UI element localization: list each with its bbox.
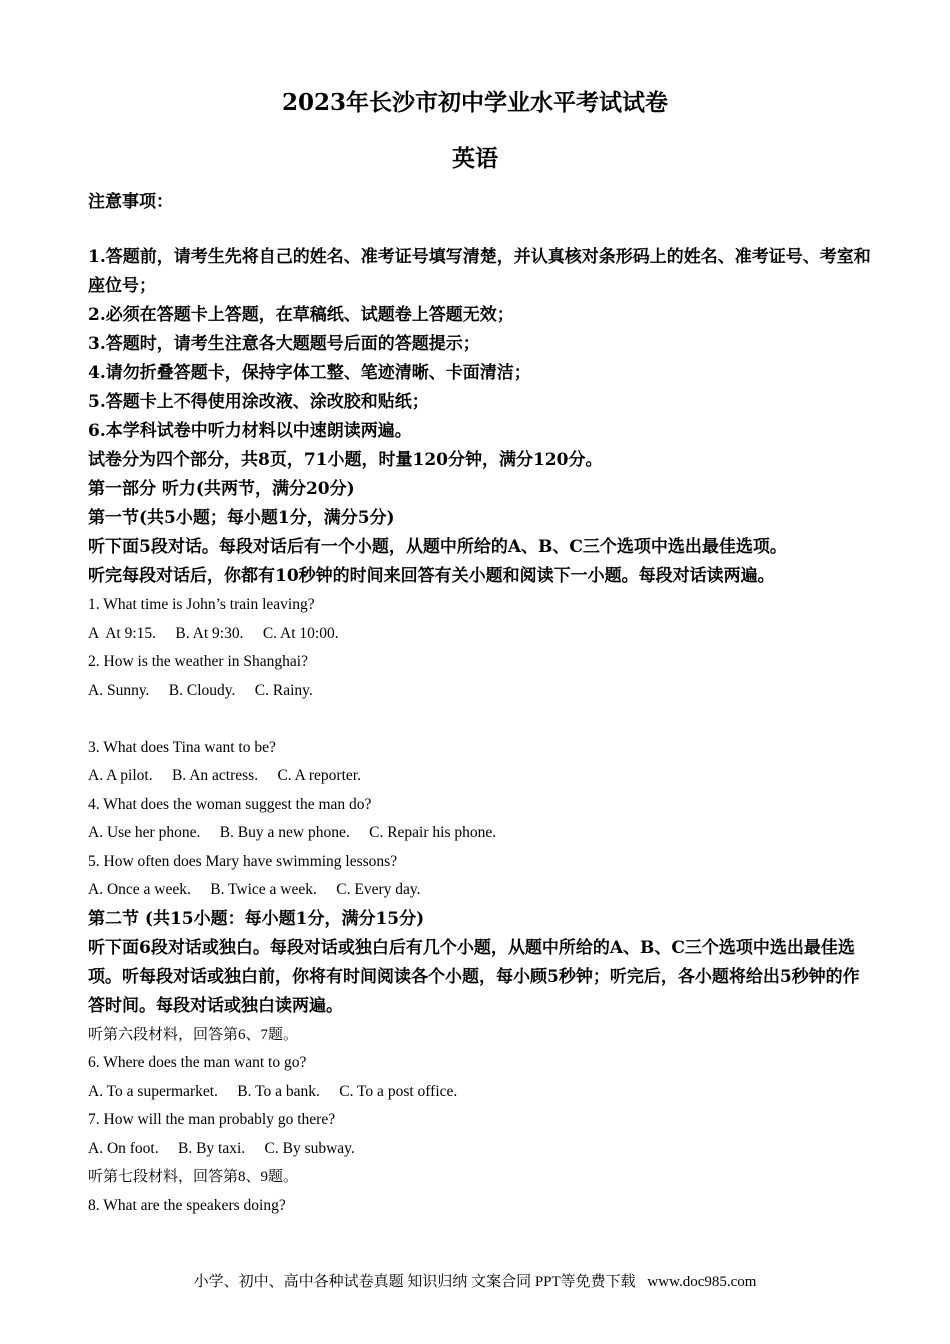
exam-subject: 英语 bbox=[452, 145, 498, 172]
note-item-6: 6.本学科试卷中听力材料以中速朗读两遍。 bbox=[88, 421, 412, 441]
question-8: 8. What are the speakers doing? bbox=[88, 1196, 286, 1214]
notes-heading: 注意事项： bbox=[88, 192, 173, 212]
question-1: 1. What time is John’s train leaving? bbox=[88, 596, 315, 613]
exam-summary: 试卷分为四个部分，共8页，71小题，时量120分钟，满分120分。 bbox=[88, 450, 603, 470]
exam-title: 2023年长沙市初中学业水平考试试卷 bbox=[281, 89, 668, 116]
note-item-1: 1.答题前，请考生先将自己的姓名、准考证号填写清楚，并认真核对条形码上的姓名、准考证号、考室和座位号； bbox=[88, 247, 871, 296]
question-7: 7. How will the man probably go there? bbox=[88, 1111, 336, 1128]
question-7-options: A. On foot. B. By taxi. C. By subway. bbox=[88, 1139, 355, 1157]
question-6: 6. Where does the man want to go? bbox=[88, 1054, 307, 1071]
section1-instruction-1: 听下面5段对话。每段对话后有一个小题，从题中所给的A、B、C三个选项中选出最佳选项。 bbox=[88, 537, 787, 557]
question-6-options: A. To a supermarket. B. To a bank. C. To a post office. bbox=[88, 1082, 458, 1100]
footer-url: www.doc985.com bbox=[647, 1274, 757, 1290]
note-item-4: 4.请勿折叠答题卡，保持字体工整、笔迹清晰、卡面清洁； bbox=[88, 363, 531, 383]
question-1-options: A At 9:15. B. At 9:30. C. At 10:00. bbox=[88, 624, 339, 642]
question-4-options: A. Use her phone. B. Buy a new phone. C. Repair his phone. bbox=[88, 824, 497, 841]
question-2: 2. How is the weather in Shanghai? bbox=[88, 653, 308, 670]
footer-text: 小学、初中、高中各种试卷真题 知识归纳 文案合同 PPT等免费下载 bbox=[193, 1274, 636, 1290]
section2-instruction: 听下面6段对话或独白。每段对话或独白后有几个小题，从题中所给的A、B、C三个选项中选出最佳选项。听每段对话或独白前，你将有时间阅读各个小题，每小顾5秒钟；听完后，各小题将给出5秒钟的作答时间。每段对话或独白读两遍。 bbox=[88, 937, 860, 1016]
page-footer bbox=[0, 1270, 950, 1291]
note-item-3: 3.答题时，请考生注意各大题题号后面的答题提示； bbox=[88, 334, 480, 354]
exam-body bbox=[88, 243, 873, 1220]
note-item-5: 5.答题卡上不得使用涂改液、涂改胶和贴纸； bbox=[88, 392, 429, 412]
question-3: 3. What does Tina want to be? bbox=[88, 738, 276, 756]
group7-note: 听第七段材料，回答第8、9题。 bbox=[88, 1169, 299, 1185]
section2-heading: 第二节 (共15小题：每小题1分，满分15分) bbox=[88, 908, 425, 929]
question-5-options: A. Once a week. B. Twice a week. C. Every day. bbox=[88, 881, 421, 898]
section1-instruction-2: 听完每段对话后，你都有10秒钟的时间来回答有关小题和阅读下一小题。每段对话读两遍。 bbox=[88, 566, 775, 586]
part1-heading: 第一部分 听力(共两节，满分20分) bbox=[88, 479, 355, 499]
question-2-options: A. Sunny. B. Cloudy. C. Rainy. bbox=[88, 681, 313, 699]
question-5: 5. How often does Mary have swimming lessons? bbox=[88, 852, 398, 870]
question-4: 4. What does the woman suggest the man do? bbox=[88, 795, 372, 813]
blank-line bbox=[88, 705, 873, 734]
question-3-options: A. A pilot. B. An actress. C. A reporter. bbox=[88, 767, 361, 784]
section1-heading: 第一节(共5小题；每小题1分，满分5分) bbox=[88, 508, 395, 528]
group6-note: 听第六段材料，回答第6、7题。 bbox=[88, 1026, 299, 1043]
note-item-2: 2.必须在答题卡上答题，在草稿纸、试题卷上答题无效； bbox=[88, 305, 514, 325]
